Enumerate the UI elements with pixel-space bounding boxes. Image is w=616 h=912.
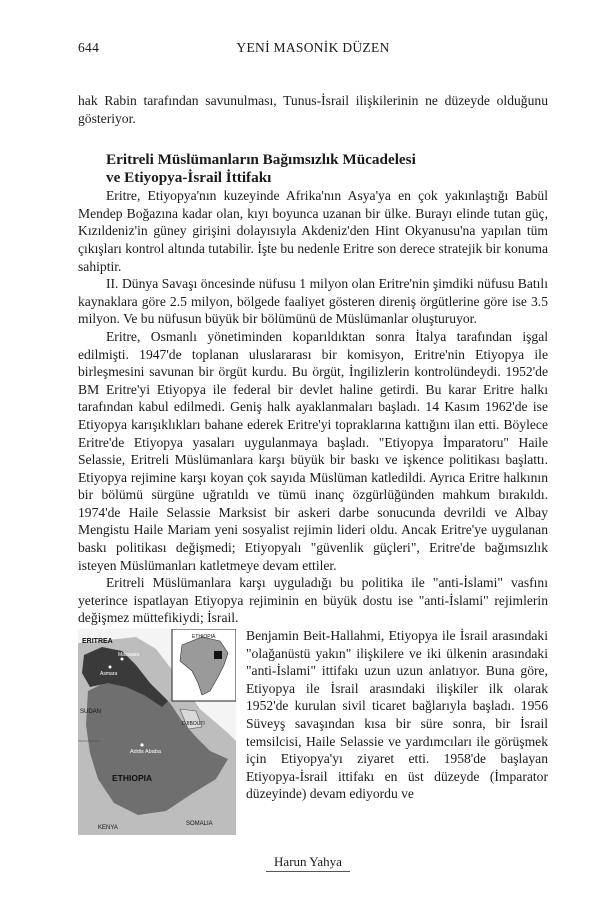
section-title-line-2: ve Etiyopya-İsrail İttifakı [106,169,272,187]
ethiopia-eritrea-map [78,629,236,835]
paragraph-4: Eritreli Müslümanlara karşı uyguladığı bu politika ile "anti-İslami" vasfını yeterince ispatlayan Etiyopya rejiminin en büyük dostu ise "anti-İslami" rejimlerin değişmez müttefikiydi; İsrail. [78,575,548,626]
paragraph-5: Benjamin Beit-Hallahmi, Etiyopya ile İsrail arasındaki "olağanüstü yakın" ilişkilere ve iki ülkenin arasındaki "anti-İslami" ittifakı uzun uzun anlatıyor. Buna göre, Etiyopya ile İsrail arasındaki ilişkiler ilk olarak 1952'de kurulan sivil ticaret bağlarıyla başladı. 1956 Süveyş savaşından kısa bir süre sonra, bir İsrail temsilcisi, Haile Selassie ve yardımcıları ile görüşmek için Etiyopya'yı ziyaret etti. 1958'de başlayan Etiyopya-İsrail ittifakı en üst düzeyde (İmparator düzeyinde) devam ediyordu ve [246,628,548,802]
asmara-marker [109,666,112,669]
running-title: YENİ MASONİK DÜZEN [236,40,390,55]
map-label-massawa: Massawa [118,652,140,659]
paragraph-1: Eritre, Etiyopya'nın kuzeyinde Afrika'nın Asya'ya en çok yakınlaştığı Babül Mendep Boğazına kadar olan, kıyı boyunca uzanan bir ülke. Burayı elinde tutan güç, Kızıldeniz'in güney girişini dolayısıyla Akdeniz'den Hint Okyanusu'na yapılan tüm çıkışları kontrol altında tutabilir. İşte bu nedenle Eritre son derece stratejik bir konuma sahiptir. [78,188,548,274]
footer-publisher: Harun Yahya [266,854,350,872]
addis-ababa-marker [140,743,143,746]
map-label-djibouti: DJIBOUTI [182,721,205,728]
inset-highlight-marker [214,651,222,659]
map-label-sudan: SUDAN [80,709,102,716]
page-body [78,92,548,835]
page-header [78,40,548,62]
section-title [106,151,548,187]
page-footer [0,854,616,872]
map-label-somalia: SOMALIA [186,821,213,828]
intro-paragraph: hak Rabin tarafından savunulması, Tunus-İsrail ilişkilerinin ne düzeyde olduğunu gösteriyor. [78,93,548,126]
map-label-ethiopia: ETHIOPIA [112,773,153,784]
paragraph-2: II. Dünya Savaşı öncesinde nüfusu 1 milyon olan Eritre'nin şimdiki nüfusu Batılı kaynaklara göre 2.5 milyon, bölgede faaliyet gösteren direniş örgütlerine göre ise 3.5 milyon. Ve bu nüfusun büyük bir bölümünü de Müslümanlar oluşturuyor. [78,276,548,327]
paragraph-3: Eritre, Osmanlı yönetiminden koparıldıktan sonra İtalya tarafından işgal edilmişti. 1947'de toplanan uluslararası bir komisyon, Eritre'nin Etiyopya ile birleşmesini savunan bir örgüt kurdu. Bu örgüt, İngilizlerin kontrolündeydi. 1952'de BM Eritre'yi Etiyopya ile federal bir devlet haline getirdi. Bu karar Eritre halkı tarafından kabul edilmedi. Geniş halk ayaklanmaları başladı. 14 Kasım 1962'de ise Etiyopya karışıklıkları bahane ederek Eritre'yi topraklarına kattığını ilan etti. Böylece Eritre'de Etiyopya yasaları uygulanmaya başladı. "Etiyopya İmparatoru" Haile Selassie, Eritreli Müslümanlara karşı büyük bir baskı ve işkence politikası başlattı. Etiyopya rejimine karşı koyan çok sayıda Müslüman katledildi. Ayrıca Eritre halkının bir bölümü sürgüne uğratıldı ve tümü inanç özgürlüğünden mahkum bırakıldı. 1974'de Haile Selassie Marksist bir askeri darbe sonucunda devrildi ve Albay Mengistu Haile Mariam yeni sosyalist rejimin lideri oldu. Ancak Eritre'ye uygulanan baskı politikası değişmedi; Etiyopyalı "güvenlik güçleri", Eritre'de bağımsızlık isteyen Müslümanları katletmeye devam ettiler. [78,328,548,573]
section-title-line-1: Eritreli Müslümanların Bağımsızlık Mücadelesi [106,151,416,169]
map-label-asmara: Asmara [100,671,118,678]
page-number: 644 [78,40,100,55]
map-label-addis-ababa: Addis Ababa [130,749,161,756]
map-label-eritrea: ERITREA [82,638,113,646]
map-figure [78,629,236,835]
inset-label-ethiopia: ETHIOPIA [192,634,216,641]
map-label-kenya: KENYA [98,825,118,832]
